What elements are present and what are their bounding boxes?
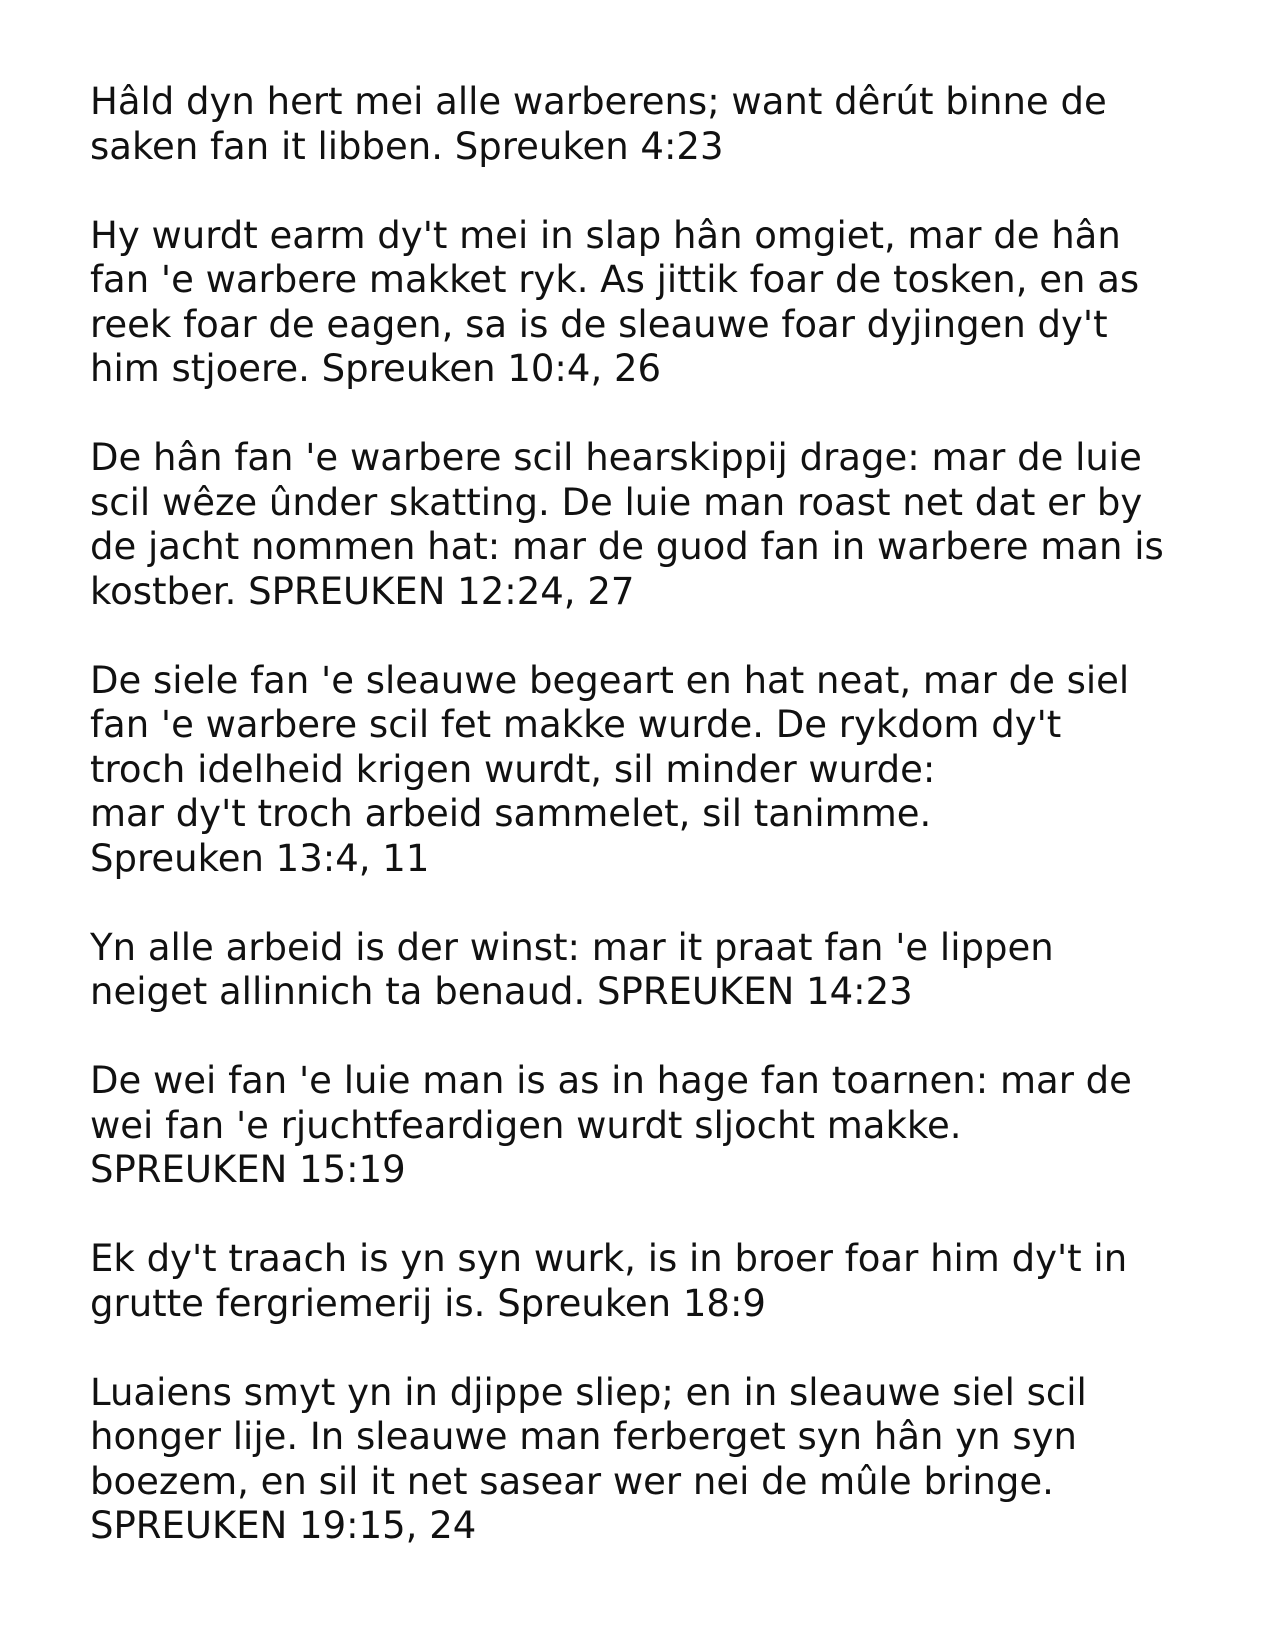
verse-paragraph [90,659,1240,882]
verse-paragraph [90,1237,1240,1326]
text-line: De wei fan 'e luie man is as in hage fan toarnen: mar de [90,1059,1132,1102]
text-line: saken fan it libben. Spreuken 4:23 [90,124,724,168]
text-line: Luaiens smyt yn in djippe sliep; en in sleauwe siel scil [90,1370,1087,1414]
verse-paragraph [90,436,1240,614]
text-line: Hâld dyn hert mei alle warberens; want dêrút binne de [90,80,1107,123]
text-line: de jacht nommen hat: mar de guod fan in warbere man is [90,525,1164,568]
text-line: scil wêze ûnder skatting. De luie man roast net dat er by [90,480,1143,524]
text-line: Hy wurdt earm dy't mei in slap hân omgiet, mar de hân [90,213,1121,257]
text-line: Yn alle arbeid is der winst: mar it praat fan 'e lippen [90,925,1054,969]
text-line: neiget allinnich ta benaud. SPREUKEN 14:23 [90,970,913,1013]
text-line: Spreuken 13:4, 11 [90,836,430,880]
text-line: SPREUKEN 19:15, 24 [90,1504,477,1547]
text-line: kostber. SPREUKEN 12:24, 27 [90,569,635,613]
text-line: SPREUKEN 15:19 [90,1148,406,1191]
text-line: honger lije. In sleauwe man ferberget syn hân yn syn [90,1415,1077,1458]
text-line: him stjoere. Spreuken 10:4, 26 [90,347,662,390]
verse-paragraph [90,80,1240,169]
verse-paragraph [90,1371,1240,1549]
verse-paragraph [90,214,1240,392]
text-line: Ek dy't traach is yn syn wurk, is in broer foar him dy't in [90,1237,1128,1280]
text-line: fan 'e warbere scil fet makke wurde. De rykdom dy't [90,703,1062,746]
text-line: grutte fergriemerij is. Spreuken 18:9 [90,1281,766,1325]
verse-paragraph [90,926,1240,1015]
text-line: reek foar de eagen, sa is de sleauwe foar dyjingen dy't [90,302,1108,346]
document-page [90,80,1240,1593]
text-line: fan 'e warbere makket ryk. As jittik foar de tosken, en as [90,258,1140,301]
text-line: boezem, en sil it net sasear wer nei de mûle bringe. [90,1459,1054,1503]
text-line: De siele fan 'e sleauwe begeart en hat neat, mar de siel [90,658,1130,702]
text-line: troch idelheid krigen wurdt, sil minder wurde: [90,747,936,791]
text-line: De hân fan 'e warbere scil hearskippij drage: mar de luie [90,436,1142,479]
text-line: mar dy't troch arbeid sammelet, sil tanimme. [90,792,932,835]
text-line: wei fan 'e rjuchtfeardigen wurdt sljocht makke. [90,1103,962,1147]
verse-paragraph [90,1059,1240,1193]
